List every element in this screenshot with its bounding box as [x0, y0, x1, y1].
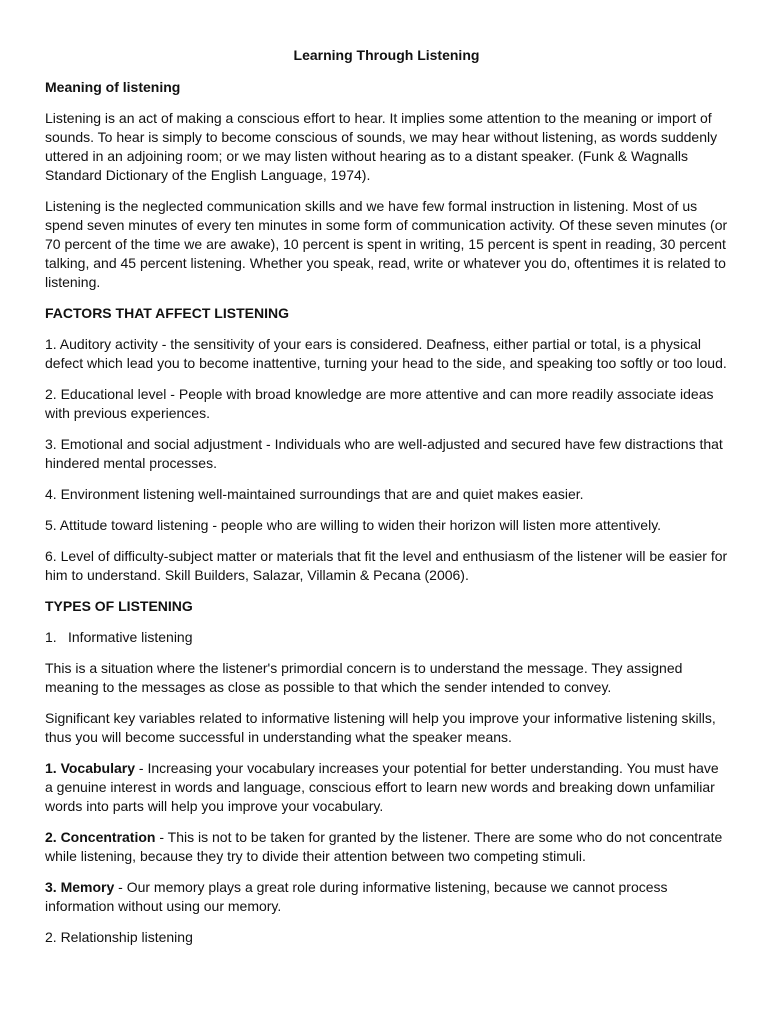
- variable-text: - Increasing your vocabulary increases your potential for better understanding. You must have a genuine interest in words and language, conscious effort to learn new words and breaking down unfamiliar words into parts will help you improve your vocabulary.: [45, 760, 719, 814]
- factor-item-educational: 2. Educational level - People with broad knowledge are more attentive and can more readily associate ideas with previous experiences.: [45, 386, 714, 421]
- meaning-heading: Meaning of listening: [45, 79, 181, 95]
- variable-text: - Our memory plays a great role during informative listening, because we cannot process information without using our memory.: [45, 879, 668, 914]
- factor-item-difficulty: 6. Level of difficulty-subject matter or materials that fit the level and enthusiasm of the listener will be easier for him to understand. Skill Builders, Salazar, Villamin & Pecana (2006).: [45, 548, 728, 583]
- factors-heading: FACTORS THAT AFFECT LISTENING: [45, 305, 289, 321]
- variable-term: 1. Vocabulary: [45, 760, 136, 776]
- variable-term: 3. Memory: [45, 879, 115, 895]
- informative-listening-item: [45, 628, 728, 647]
- variable-memory: [45, 878, 728, 916]
- variable-concentration: [45, 828, 728, 866]
- informative-listening-label: Informative listening: [68, 629, 193, 645]
- meaning-paragraph-1: Listening is an act of making a conscious effort to hear. It implies some attention to the meaning or import of sounds. To hear is simply to become conscious of sounds, we may hear without listening, as words suddenly uttered in an adjoining room; or we may listen without hearing as to a distant speaker. (Funk & Wagnalls Standard Dictionary of the English Language, 1974).: [45, 110, 718, 183]
- variable-vocabulary: [45, 759, 728, 816]
- factor-item-emotional: 3. Emotional and social adjustment - Individuals who are well-adjusted and secured have few distractions that hindered mental processes.: [45, 436, 723, 471]
- informative-paragraph-2: Significant key variables related to informative listening will help you improve your informative listening skills, thus you will become successful in understanding what the speaker means.: [45, 710, 716, 745]
- informative-paragraph-1: This is a situation where the listener's primordial concern is to understand the message. They assigned meaning to the messages as close as possible to that which the sender intended to convey.: [45, 660, 683, 695]
- factor-item-environment: 4. Environment listening well-maintained surroundings that are and quiet makes easier.: [45, 486, 584, 502]
- types-heading: TYPES OF LISTENING: [45, 598, 193, 614]
- meaning-paragraph-2: Listening is the neglected communication skills and we have few formal instruction in listening. Most of us spend seven minutes of every ten minutes in some form of communication activity. Of these seven minutes (or 70 percent of the time we are awake), 10 percent is spent in writing, 15 percent is spent in reading, 30 percent talking, and 45 percent listening. Whether you speak, read, write or whatever you do, oftentimes it is related to listening.: [45, 198, 728, 290]
- relationship-listening-item: 2. Relationship listening: [45, 929, 193, 945]
- factor-item-attitude: 5. Attitude toward listening - people who are willing to widen their horizon will listen more attentively.: [45, 517, 662, 533]
- variable-text: - This is not to be taken for granted by the listener. There are some who do not concentrate while listening, because they try to divide their attention between two competing stimuli.: [45, 829, 723, 864]
- factor-item-auditory: 1. Auditory activity - the sensitivity of your ears is considered. Deafness, either partial or total, is a physical defect which lead you to become inattentive, turning your head to the side, and speaking too softly or too loud.: [45, 336, 727, 371]
- variable-term: 2. Concentration: [45, 829, 156, 845]
- list-number: 1.: [45, 629, 57, 645]
- document-title: Learning Through Listening: [293, 47, 480, 63]
